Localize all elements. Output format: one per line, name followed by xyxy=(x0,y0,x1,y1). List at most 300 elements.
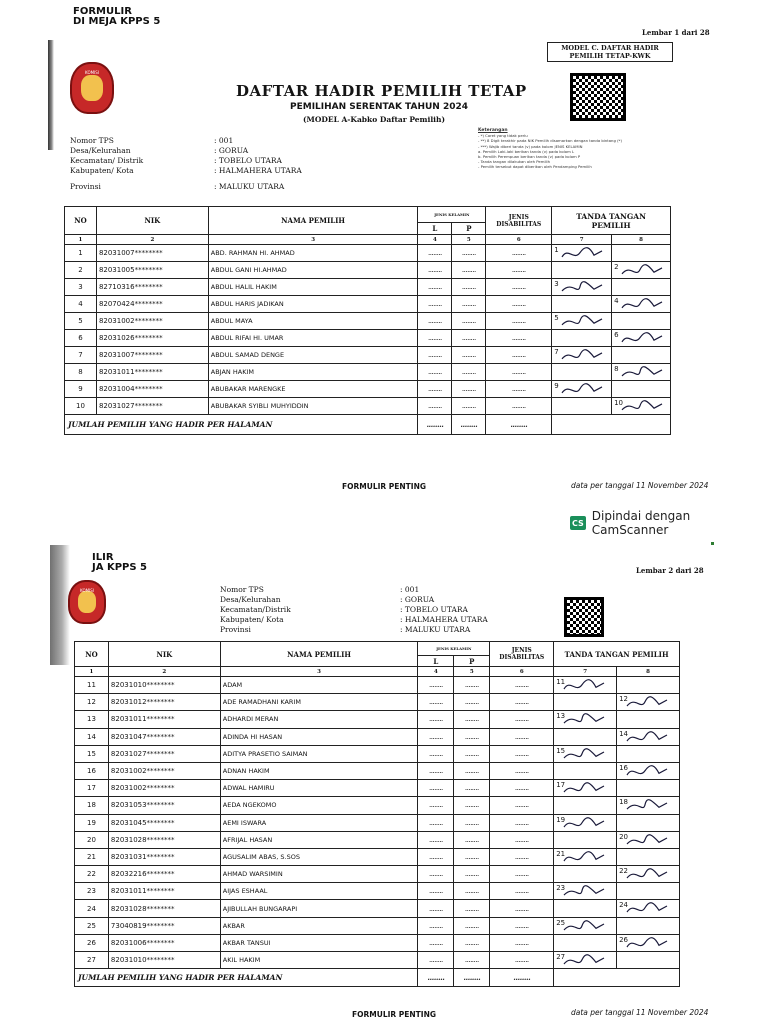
row-l: ........ xyxy=(418,262,452,279)
handwritten-signature xyxy=(625,935,671,952)
row-l: ........ xyxy=(418,364,452,381)
row-p: ........ xyxy=(454,762,490,779)
signature-number: 2 xyxy=(614,263,619,271)
signature-number: 16 xyxy=(619,763,628,772)
corner-line-1: FORMULIR xyxy=(73,6,132,17)
row-p: ........ xyxy=(454,934,490,951)
signature-number: 23 xyxy=(556,884,566,893)
row-disabilitas: ........ xyxy=(490,917,554,934)
row-no: 12 xyxy=(75,694,109,711)
meta-label: Kabupaten/ Kota xyxy=(220,615,284,624)
meta-values xyxy=(214,136,364,192)
header-nik: NIK xyxy=(108,642,220,667)
row-nik: 82031002******** xyxy=(108,762,220,779)
row-no: 23 xyxy=(75,883,109,900)
row-nik: 82031027******** xyxy=(96,398,208,415)
kpu-logo-icon xyxy=(70,62,114,114)
row-nik: 82032216******** xyxy=(108,866,220,883)
signature-cell xyxy=(554,814,617,831)
row-l: ........ xyxy=(418,677,454,694)
row-p: ........ xyxy=(452,347,486,364)
meta-label: Kecamatan/ Distrik xyxy=(70,156,144,165)
header-l: L xyxy=(418,223,452,235)
row-nik: 82031010******** xyxy=(108,952,220,969)
row-no: 10 xyxy=(65,398,97,415)
header-ttd-line: TANDA TANGAN xyxy=(576,211,646,221)
meta-value: : GORUA xyxy=(400,595,435,604)
total-signature xyxy=(554,969,680,987)
row-nik: 82031010******** xyxy=(108,677,220,694)
signature-number: 15 xyxy=(556,746,566,755)
signature-cell xyxy=(554,694,617,711)
row-no: 18 xyxy=(75,797,109,814)
row-l: ........ xyxy=(418,831,454,848)
signature-cell xyxy=(554,762,617,779)
row-l: ........ xyxy=(418,694,454,711)
handwritten-signature xyxy=(620,364,666,381)
col-index: 4 xyxy=(418,235,452,245)
row-no: 1 xyxy=(65,245,97,262)
handwritten-signature xyxy=(625,694,671,711)
signature-cell xyxy=(554,883,617,900)
col-index: 5 xyxy=(454,667,490,677)
row-no: 4 xyxy=(65,296,97,313)
logo-lettering: KOMISI xyxy=(80,588,94,593)
table-row xyxy=(75,694,680,711)
footer-label: FORMULIR PENTING xyxy=(342,482,427,491)
meta-label: Nomor TPS xyxy=(70,136,114,145)
signature-cell xyxy=(552,262,612,279)
row-name: ABJAN HAKIM xyxy=(208,364,418,381)
row-p: ........ xyxy=(452,398,486,415)
handwritten-signature xyxy=(625,832,671,849)
table-row xyxy=(75,711,680,728)
row-p: ........ xyxy=(454,677,490,694)
signature-cell xyxy=(552,398,612,415)
row-l: ........ xyxy=(418,711,454,728)
row-p: ........ xyxy=(454,848,490,865)
signature-cell xyxy=(552,347,612,364)
qr-code-icon xyxy=(564,597,604,637)
row-no: 9 xyxy=(65,381,97,398)
model-line: (MODEL A-Kabko Daftar Pemilih) xyxy=(303,115,446,124)
signature-number: 9 xyxy=(554,382,559,390)
row-no: 22 xyxy=(75,866,109,883)
form-sheet-2 xyxy=(48,545,720,1024)
row-name: ADNAN HAKIM xyxy=(220,762,418,779)
col-index: 6 xyxy=(486,235,552,245)
row-l: ........ xyxy=(418,330,452,347)
meta-value: : HALMAHERA UTARA xyxy=(214,166,302,175)
signature-cell xyxy=(612,245,671,262)
signature-number: 13 xyxy=(556,712,566,721)
meta-label: Nomor TPS xyxy=(220,585,264,594)
handwritten-signature xyxy=(620,330,666,347)
signature-cell xyxy=(552,313,612,330)
header-disabilitas xyxy=(486,207,552,235)
handwritten-signature xyxy=(562,918,608,935)
table-row xyxy=(75,934,680,951)
meta-label: Provinsi xyxy=(70,182,101,191)
meta-label: Kabupaten/ Kota xyxy=(70,166,134,175)
data-date: data per tanggal 11 November 2024 xyxy=(571,1008,709,1017)
row-nik: 82031007******** xyxy=(96,347,208,364)
signature-number: 8 xyxy=(614,365,619,373)
row-name: ABDUL SAMAD DENGE xyxy=(208,347,418,364)
row-l: ........ xyxy=(418,797,454,814)
row-name: ADITYA PRASETIO SAIMAN xyxy=(220,745,418,762)
row-p: ........ xyxy=(454,797,490,814)
row-l: ........ xyxy=(418,866,454,883)
row-name: ADWAL HAMIRU xyxy=(220,780,418,797)
signature-cell xyxy=(617,934,680,951)
total-row xyxy=(75,969,680,987)
signature-cell xyxy=(612,262,671,279)
row-no: 21 xyxy=(75,848,109,865)
row-disabilitas: ........ xyxy=(486,262,552,279)
camscanner-badge xyxy=(570,509,768,537)
handwritten-signature xyxy=(625,866,671,883)
row-no: 24 xyxy=(75,900,109,917)
col-index: 8 xyxy=(617,667,680,677)
row-name: ABDUL HARIS JADIKAN xyxy=(208,296,418,313)
table-row xyxy=(65,381,671,398)
row-disabilitas: ........ xyxy=(490,711,554,728)
row-disabilitas: ........ xyxy=(490,814,554,831)
signature-cell xyxy=(617,762,680,779)
handwritten-signature xyxy=(560,279,606,296)
row-p: ........ xyxy=(454,900,490,917)
signature-cell xyxy=(617,677,680,694)
signature-number: 4 xyxy=(614,297,619,305)
row-no: 3 xyxy=(65,279,97,296)
header-jenis-kelamin: JENIS KELAMIN xyxy=(418,642,490,656)
col-index: 6 xyxy=(490,667,554,677)
header-nama: NAMA PEMILIH xyxy=(220,642,418,667)
meta-label: Desa/Kelurahan xyxy=(220,595,281,604)
signature-cell xyxy=(554,917,617,934)
row-l: ........ xyxy=(418,780,454,797)
row-no: 25 xyxy=(75,917,109,934)
handwritten-signature xyxy=(562,849,608,866)
row-name: AGUSALIM ABAS, S.SOS xyxy=(220,848,418,865)
row-name: ADINDA HI HASAN xyxy=(220,728,418,745)
signature-cell xyxy=(554,728,617,745)
signature-cell xyxy=(617,848,680,865)
corner-line-2: JA KPPS 5 xyxy=(92,562,147,573)
row-p: ........ xyxy=(452,330,486,347)
row-p: ........ xyxy=(454,728,490,745)
col-index: 7 xyxy=(552,235,612,245)
row-p: ........ xyxy=(454,780,490,797)
handwritten-signature xyxy=(625,797,671,814)
signature-cell xyxy=(552,364,612,381)
row-name: ABDUL MAYA xyxy=(208,313,418,330)
row-name: AKIL HAKIM xyxy=(220,952,418,969)
model-box-line-1: MODEL C. DAFTAR HADIR xyxy=(561,44,659,52)
row-nik: 82710316******** xyxy=(96,279,208,296)
signature-number: 18 xyxy=(619,798,628,807)
meta-value: : TOBELO UTARA xyxy=(214,156,282,165)
handwritten-signature xyxy=(562,815,608,832)
row-l: ........ xyxy=(418,952,454,969)
table-row xyxy=(65,279,671,296)
corner-label xyxy=(73,7,160,27)
signature-number: 25 xyxy=(556,918,566,927)
row-disabilitas: ........ xyxy=(490,797,554,814)
row-p: ........ xyxy=(452,313,486,330)
row-p: ........ xyxy=(454,883,490,900)
row-nik: 82031002******** xyxy=(108,780,220,797)
handwritten-signature xyxy=(625,729,671,746)
row-name: AFRIJAL HASAN xyxy=(220,831,418,848)
row-nik: 82031002******** xyxy=(96,313,208,330)
signature-number: 12 xyxy=(619,695,628,704)
row-no: 11 xyxy=(75,677,109,694)
page-subtitle: PEMILIHAN SERENTAK TAHUN 2024 xyxy=(290,102,469,112)
handwritten-signature xyxy=(562,952,608,969)
signature-number: 3 xyxy=(554,280,559,288)
note-line: - Pemilih tersebut dapat diberikan oleh Pendamping Pemilih xyxy=(478,164,592,170)
table-row xyxy=(75,677,680,694)
row-name: ABD. RAHMAN HI. AHMAD xyxy=(208,245,418,262)
row-p: ........ xyxy=(452,262,486,279)
signature-cell xyxy=(554,866,617,883)
table-row xyxy=(75,780,680,797)
meta-value: : GORUA xyxy=(214,146,249,155)
qr-code-icon xyxy=(570,73,626,121)
row-nik: 82031005******** xyxy=(96,262,208,279)
signature-cell xyxy=(612,296,671,313)
meta-label: Desa/Kelurahan xyxy=(70,146,131,155)
signature-cell xyxy=(552,381,612,398)
corner-line-1: ILIR xyxy=(92,552,114,563)
signature-cell xyxy=(554,677,617,694)
col-index: 2 xyxy=(108,667,220,677)
row-no: 14 xyxy=(75,728,109,745)
row-p: ........ xyxy=(452,296,486,313)
handwritten-signature xyxy=(562,677,608,694)
row-l: ........ xyxy=(418,279,452,296)
signature-cell xyxy=(617,745,680,762)
row-disabilitas: ........ xyxy=(490,831,554,848)
row-disabilitas: ........ xyxy=(486,296,552,313)
meta-value: : HALMAHERA UTARA xyxy=(400,615,488,624)
table-row xyxy=(75,952,680,969)
signature-number: 17 xyxy=(556,781,566,790)
row-no: 17 xyxy=(75,780,109,797)
signature-cell xyxy=(552,296,612,313)
row-nik: 82031031******** xyxy=(108,848,220,865)
row-no: 5 xyxy=(65,313,97,330)
signature-number: 11 xyxy=(556,678,566,686)
row-disabilitas: ........ xyxy=(490,762,554,779)
signature-cell xyxy=(552,279,612,296)
row-disabilitas: ........ xyxy=(490,694,554,711)
signature-number: 14 xyxy=(619,729,628,738)
handwritten-signature xyxy=(560,313,606,330)
col-index: 4 xyxy=(418,667,454,677)
signature-number: 19 xyxy=(556,815,566,824)
row-no: 13 xyxy=(75,711,109,728)
meta-values xyxy=(400,585,550,635)
row-l: ........ xyxy=(418,398,452,415)
signature-number: 27 xyxy=(556,953,566,961)
total-l: ........ xyxy=(418,969,454,987)
signature-cell xyxy=(552,245,612,262)
row-p: ........ xyxy=(454,866,490,883)
row-name: ABUBAKAR SYIBLI MUHYIDDIN xyxy=(208,398,418,415)
signature-number: 20 xyxy=(619,832,628,841)
row-nik: 82031028******** xyxy=(108,900,220,917)
table-row xyxy=(75,745,680,762)
signature-number: 7 xyxy=(554,348,559,356)
row-disabilitas: ........ xyxy=(490,952,554,969)
col-index: 2 xyxy=(96,235,208,245)
voter-rows-1 xyxy=(65,245,671,415)
row-disabilitas: ........ xyxy=(486,330,552,347)
total-signature xyxy=(552,415,671,435)
total-p: ........ xyxy=(452,415,486,435)
handwritten-signature xyxy=(620,262,666,279)
row-l: ........ xyxy=(418,728,454,745)
row-p: ........ xyxy=(452,364,486,381)
signature-cell xyxy=(552,330,612,347)
table-row xyxy=(65,364,671,381)
signature-cell xyxy=(554,745,617,762)
row-p: ........ xyxy=(454,952,490,969)
signature-number: 6 xyxy=(614,331,619,339)
header-nik: NIK xyxy=(96,207,208,235)
table-row xyxy=(75,866,680,883)
header-ttd-line: PEMILIH xyxy=(591,220,631,230)
handwritten-signature xyxy=(562,711,608,728)
signature-number: 22 xyxy=(619,867,628,876)
signature-cell xyxy=(554,797,617,814)
row-disabilitas: ........ xyxy=(486,313,552,330)
row-nik: 82031028******** xyxy=(108,831,220,848)
note-line: - *) Coret yang tidak perlu xyxy=(478,133,528,139)
kpu-logo-icon xyxy=(68,580,106,624)
signature-number: 24 xyxy=(619,901,628,910)
table-row xyxy=(65,347,671,364)
row-nik: 82031011******** xyxy=(108,711,220,728)
handwritten-signature xyxy=(560,347,606,364)
total-p: ........ xyxy=(454,969,490,987)
row-p: ........ xyxy=(454,711,490,728)
handwritten-signature xyxy=(562,746,608,763)
row-name: ADAM xyxy=(220,677,418,694)
row-l: ........ xyxy=(418,745,454,762)
row-nik: 82031006******** xyxy=(108,934,220,951)
signature-cell xyxy=(554,711,617,728)
row-no: 19 xyxy=(75,814,109,831)
row-l: ........ xyxy=(418,848,454,865)
table-row xyxy=(65,245,671,262)
handwritten-signature xyxy=(625,900,671,917)
row-nik: 82031045******** xyxy=(108,814,220,831)
row-p: ........ xyxy=(454,745,490,762)
row-nik: 82031053******** xyxy=(108,797,220,814)
row-name: ADHARDI MERAN xyxy=(220,711,418,728)
col-index: 1 xyxy=(65,235,97,245)
signature-cell xyxy=(617,831,680,848)
row-disabilitas: ........ xyxy=(486,398,552,415)
row-disabilitas: ........ xyxy=(490,677,554,694)
logo-lettering: KOMISI xyxy=(85,70,99,75)
signature-number: 26 xyxy=(619,935,628,944)
meta-labels xyxy=(70,136,220,192)
total-disabilitas: ........ xyxy=(486,415,552,435)
row-disabilitas: ........ xyxy=(490,866,554,883)
note-line: a. Pemilih Laki-laki berikan tanda (v) pada kolom L xyxy=(478,148,575,154)
row-nik: 73040819******** xyxy=(108,917,220,934)
model-box-line-2: PEMILIH TETAP-KWK xyxy=(569,52,651,60)
signature-number: 21 xyxy=(556,849,566,858)
header-tanda-tangan: TANDA TANGAN PEMILIH xyxy=(554,642,680,667)
table-row xyxy=(65,330,671,347)
header-no: NO xyxy=(65,207,97,235)
row-disabilitas: ........ xyxy=(486,279,552,296)
row-disabilitas: ........ xyxy=(490,934,554,951)
row-nik: 82031012******** xyxy=(108,694,220,711)
row-name: AJIBULLAH BUNGARAPI xyxy=(220,900,418,917)
row-no: 16 xyxy=(75,762,109,779)
signature-number: 10 xyxy=(614,399,623,407)
signature-cell xyxy=(617,711,680,728)
table-row xyxy=(75,762,680,779)
row-no: 20 xyxy=(75,831,109,848)
signature-cell xyxy=(612,279,671,296)
header-p: P xyxy=(454,656,490,667)
row-disabilitas: ........ xyxy=(490,883,554,900)
keterangan-title: Keterangan xyxy=(478,128,508,133)
data-date: data per tanggal 11 November 2024 xyxy=(571,481,709,490)
table-row xyxy=(65,296,671,313)
row-disabilitas: ........ xyxy=(490,745,554,762)
signature-cell xyxy=(554,900,617,917)
meta-value: : MALUKU UTARA xyxy=(214,182,285,191)
signature-cell xyxy=(612,398,671,415)
note-line: b. Pemilih Perempuan berikan tanda (v) pada kolom P xyxy=(478,154,581,160)
signature-cell xyxy=(617,728,680,745)
row-nik: 82031011******** xyxy=(96,364,208,381)
row-nik: 82031004******** xyxy=(96,381,208,398)
signature-cell xyxy=(554,848,617,865)
table-row xyxy=(75,883,680,900)
total-row xyxy=(65,415,671,435)
col-index: 5 xyxy=(452,235,486,245)
row-nik: 82031026******** xyxy=(96,330,208,347)
row-l: ........ xyxy=(418,814,454,831)
table-row xyxy=(65,313,671,330)
scan-shadow xyxy=(50,545,70,665)
row-name: AHMAD WARSIMIN xyxy=(220,866,418,883)
row-disabilitas: ........ xyxy=(490,900,554,917)
handwritten-signature xyxy=(562,780,608,797)
row-l: ........ xyxy=(418,883,454,900)
row-no: 27 xyxy=(75,952,109,969)
row-l: ........ xyxy=(418,917,454,934)
handwritten-signature xyxy=(562,883,608,900)
signature-cell xyxy=(612,364,671,381)
row-disabilitas: ........ xyxy=(490,848,554,865)
row-name: ABDUL GANI HI.AHMAD xyxy=(208,262,418,279)
row-p: ........ xyxy=(454,814,490,831)
table-row xyxy=(75,917,680,934)
meta-value: : MALUKU UTARA xyxy=(400,625,471,634)
signature-cell xyxy=(612,330,671,347)
